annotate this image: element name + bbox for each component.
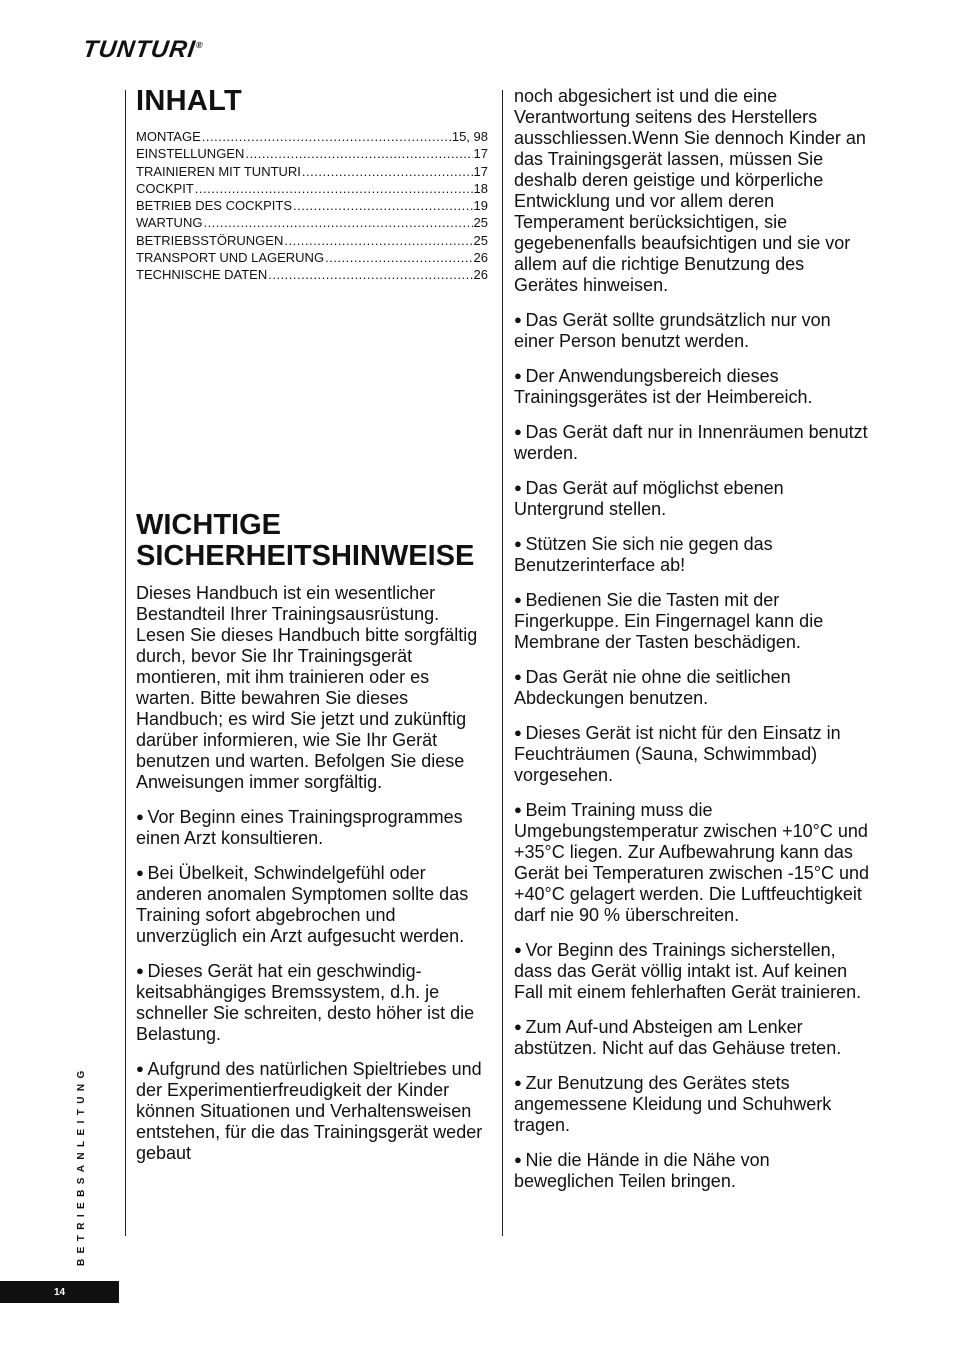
bullet-marker [514,1150,525,1170]
toc-leader [268,266,472,283]
toc-item-label: MONTAGE [136,129,201,144]
bullet-text: Dieses Gerät hat ein geschwindig-keitsabhängiges Bremssystem, d.h. je schneller Sie schreiten, desto höher ist die Belastung. [136,961,475,1044]
toc-item-label: EINSTELLUNGEN [136,146,245,162]
left-margin-rule [125,90,126,1236]
safety-bullet [514,1149,870,1192]
safety-bullet [514,722,870,786]
bullet-marker [514,940,525,960]
bullet-marker [514,422,525,442]
bullet-marker [514,310,525,330]
safety-right-column [514,86,870,1205]
bullet-marker [514,723,525,743]
safety-bullet [514,477,870,520]
bullet-marker [136,961,147,981]
bullet-marker [136,807,147,827]
toc-leader [293,197,472,214]
toc-item-label: TRANSPORT UND LAGERUNG [136,250,325,266]
safety-bullet [514,365,870,408]
bullet-text: Nie die Hände in die Nähe von beweglichen Teilen bringen. [514,1150,770,1191]
safety-bullet [136,862,488,947]
bullet-marker [514,800,525,820]
toc-item-label: WARTUNG [136,215,203,231]
toc-item[interactable] [136,180,488,197]
toc-leader [202,128,451,145]
safety-bullet [136,1058,488,1164]
bullet-marker [514,1073,525,1093]
safety-title-line1: WICHTIGE [136,509,281,541]
safety-bullet [514,309,870,352]
toc-item-label: BETRIEBSSTÖRUNGEN [136,232,284,248]
toc-item[interactable] [136,214,488,231]
registered-mark: ® [195,40,205,50]
toc-item-page: 17 [473,163,488,179]
toc-item-label: BETRIEB DES COCKPITS [136,198,293,214]
bullet-marker [514,534,525,554]
safety-bullet [514,1016,870,1059]
column-divider-rule [502,90,503,1236]
safety-bullet [136,806,488,849]
bullet-marker [514,366,525,386]
safety-bullet [514,666,870,709]
toc-item[interactable] [136,163,488,180]
bullet-text: Das Gerät nie ohne die seitlichen Abdeckungen benutzen. [514,667,791,708]
toc-item[interactable] [136,266,488,283]
toc-leader [325,249,472,266]
bullet-text: Vor Beginn des Trainings sicherstellen, dass das Gerät völlig intakt ist. Auf keinen Fall mit einem fehlerhaften Gerät trainieren. [514,940,862,1002]
toc-item[interactable] [136,249,488,266]
toc-item[interactable] [136,145,488,162]
toc-leader [284,232,472,249]
safety-continuation: noch abgesichert ist und die eine Verantwortung seitens des Herstellers ausschliessen.Wenn Sie dennoch Kinder an das Trainingsgerät lassen, müssen Sie deshalb deren geistige und körperliche Entwicklung und vor allem deren Temperament berücksichtigen, sie gegebenenfalls beaufsichtigen und sie vor allem auf die richtige Benutzung des Gerätes hinweisen. [514,86,866,295]
bullet-marker [514,478,525,498]
toc-item-page: 15, 98 [451,129,488,144]
toc-item-page: 25 [473,215,488,231]
safety-title-line2: SICHERHEITSHINWEISE [136,540,475,572]
toc-item[interactable] [136,197,488,214]
bullet-text: Das Gerät sollte grundsätzlich nur von einer Person benutzt werden. [514,310,831,351]
bullet-marker [136,863,147,883]
toc-leader [195,180,473,197]
bullet-text: Vor Beginn eines Trainingsprogrammes einen Arzt konsultieren. [136,807,463,848]
bullet-text: Das Gerät daft nur in Innenräumen benutzt werden. [514,422,868,463]
toc-item-page: 17 [473,146,488,162]
bullet-text: Aufgrund des natürlichen Spieltriebes und der Experimentierfreudigkeit der Kinder können Situationen und Verhaltensweisen entstehen, für die das Trainingsgerät weder gebaut [136,1059,483,1163]
toc-item[interactable] [136,128,488,145]
safety-intro: Dieses Handbuch ist ein wesentlicher Bestandteil Ihrer Trainingsausrüstung. Lesen Sie dieses Handbuch bitte sorgfältig durch, bevor Sie Ihr Trainingsgerät montieren, mit ihm trainieren oder es warten. Bitte bewahren Sie dieses Handbuch; es wird Sie jetzt und zukünftig darüber informieren, wie Sie Ihr Gerät benutzen und warten. Befolgen Sie diese Anweisungen immer sorgfältig. [136,583,478,792]
safety-bullet [136,960,488,1045]
toc-item-label: TECHNISCHE DATEN [136,267,268,283]
toc-leader [245,145,472,162]
bullet-text: Dieses Gerät ist nicht für den Einsatz in Feuchträumen (Sauna, Schwimmbad) vorgesehen. [514,723,841,785]
table-of-contents [136,84,488,284]
safety-bullet [514,799,870,926]
bullet-marker [514,1017,525,1037]
toc-item-page: 18 [473,180,488,196]
bullet-text: Zur Benutzung des Gerätes stets angemessene Kleidung und Schuhwerk tragen. [514,1073,832,1135]
safety-left-column [136,583,488,1177]
toc-item-page: 19 [473,198,488,214]
safety-bullet [514,939,870,1003]
toc-item-page: 26 [473,267,488,283]
safety-bullet [514,589,870,653]
toc-item-label: TRAINIEREN MIT TUNTURI [136,163,301,179]
bullet-text: Der Anwendungsbereich dieses Trainingsgerätes ist der Heimbereich. [514,366,813,407]
bullet-marker [514,667,525,687]
toc-title: INHALT [136,85,242,117]
brand-name: TUNTURI [81,36,198,63]
side-label: BETRIEBSANLEITUNG [76,1065,87,1266]
bullet-text: Das Gerät auf möglichst ebenen Untergrund stellen. [514,478,784,519]
toc-leader [203,214,472,231]
bullet-text: Zum Auf-und Absteigen am Lenker abstützen. Nicht auf das Gehäuse treten. [514,1017,842,1058]
bullet-text: Bei Übelkeit, Schwindelgefühl oder anderen anomalen Symptomen sollte das Training sofort abgebrochen und unverzüglich ein Arzt aufgesucht werden. [136,863,469,946]
safety-title [136,510,474,572]
safety-bullet [514,421,870,464]
toc-item-page: 25 [473,232,488,248]
safety-bullet [514,1072,870,1136]
bullet-marker [514,590,525,610]
bullet-text: Bedienen Sie die Tasten mit der Fingerkuppe. Ein Fingernagel kann die Membrane der Tasten beschädigen. [514,590,824,652]
toc-leader [302,163,473,180]
bullet-marker [136,1059,147,1079]
toc-item-page: 26 [473,250,488,266]
toc-list [136,128,488,284]
bullet-text: Beim Training muss die Umgebungstemperatur zwischen +10°C und +35°C liegen. Zur Aufbewahrung kann das Gerät bei Temperaturen zwischen -15°C und +40°C gelagert werden. Die Luftfeuchtigkeit darf nie 90 % überschreiten. [514,800,870,925]
brand-logo [81,36,205,64]
bullet-text: Stützen Sie sich nie gegen das Benutzerinterface ab! [514,534,773,575]
toc-item[interactable] [136,232,488,249]
page-number: 14 [0,1281,119,1303]
safety-bullet [514,533,870,576]
toc-item-label: COCKPIT [136,180,194,196]
